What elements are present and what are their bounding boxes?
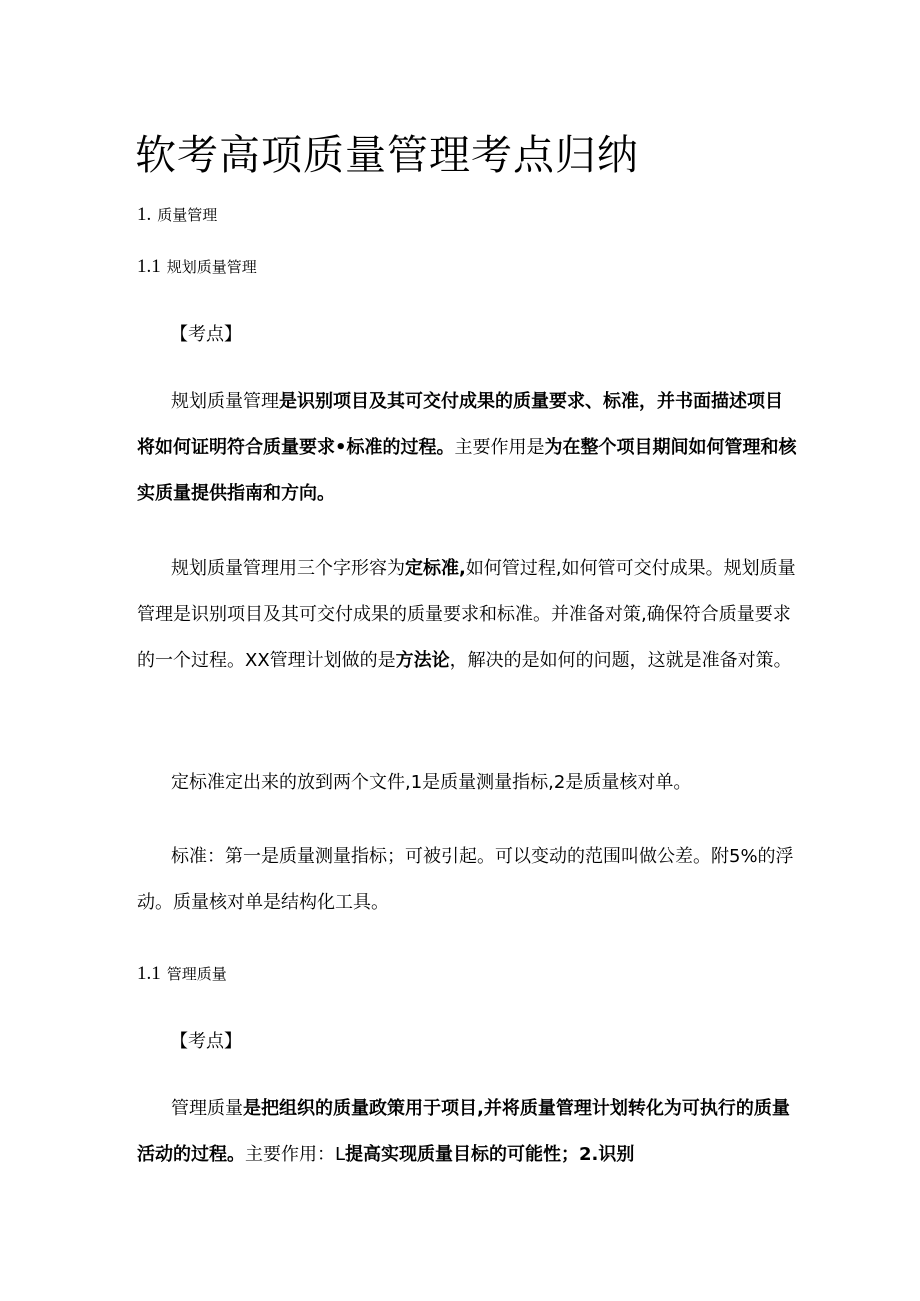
section-heading-1: [137, 204, 217, 226]
paragraph-manage-quality: 管理质量是把组织的质量政策用于项目,并将质量管理计划转化为可执行的质量活动的过程。主要作用：L提高实现质量目标的可能性；2.识别: [137, 1098, 790, 1165]
section-title: 质量管理: [157, 206, 218, 224]
section-heading-1-1-manage: [137, 963, 227, 985]
section-title: 管理质量: [166, 965, 227, 983]
paragraph-standards-files: 定标准定出来的放到两个文件,1是质量测量指标,2是质量核对单。: [171, 772, 692, 793]
section-number: 1.1: [137, 256, 161, 277]
key-point-label: 【考点】: [170, 1031, 242, 1052]
section-number: 1.1: [137, 963, 161, 984]
paragraph-definition: 规划质量管理是识别项目及其可交付成果的质量要求、标准，并书面描述项目将如何证明符合质量要求•标准的过程。主要作用是为在整个项目期间如何管理和核实质量提供指南和方向。: [137, 391, 797, 504]
section-heading-1-1: [137, 256, 257, 278]
section-title: 规划质量管理: [166, 258, 257, 276]
paragraph-standards-detail: 标准：第一是质量测量指标；可被引起。可以变动的范围叫做公差。附5%的浮动。质量核对单是结构化工具。: [137, 846, 794, 913]
section-number: 1.: [137, 204, 152, 225]
document-title: 软考高项质量管理考点归纳: [135, 131, 639, 179]
key-point-label: 【考点】: [170, 324, 242, 345]
paragraph-summary: 规划质量管理用三个字形容为定标准,如何管过程,如何管可交付成果。规划质量管理是识别项目及其可交付成果的质量要求和标准。并准备对策,确保符合质量要求的一个过程。XX管理计划做的是方法论，解决的是如何的问题，这就是准备对策。: [137, 558, 796, 671]
